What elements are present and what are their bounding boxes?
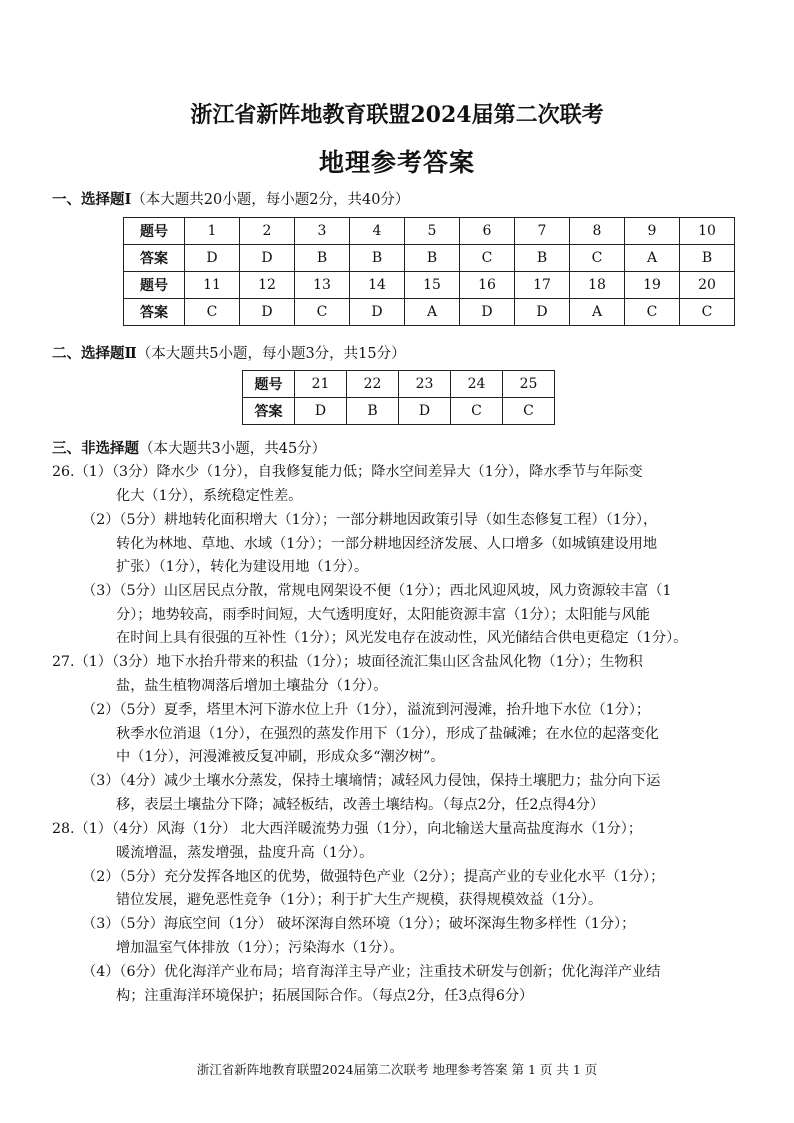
table-row: [243, 371, 555, 398]
question-number: 9: [625, 218, 680, 245]
section3-heading: [52, 437, 326, 458]
question-number: 1: [185, 218, 240, 245]
question-number: 2: [240, 218, 295, 245]
question-number: 18: [570, 272, 625, 299]
answer-cell: C: [451, 398, 503, 425]
answer-line: 28.（1）（4分）风海（1分） 北大西洋暖流势力强（1分），向北输送大量高盐度海水（1分）；: [52, 821, 643, 837]
question-number: 21: [295, 371, 347, 398]
answer-line: 增加温室气体排放（1分）；污染海水（1分）。: [116, 940, 404, 956]
answer-cell: C: [460, 245, 515, 272]
section1-heading: [52, 188, 409, 209]
section3-note: （本大题共3小题，共45分）: [139, 441, 327, 457]
question-number: 13: [295, 272, 350, 299]
section2-note: （本大题共5小题，每小题3分，共15分）: [136, 346, 406, 362]
question-number: 19: [625, 272, 680, 299]
question-number: 25: [503, 371, 555, 398]
question-number: 11: [185, 272, 240, 299]
answer-line: 化大（1分），系统稳定性差。: [116, 488, 303, 504]
answer-line: （3）（5分）海底空间（1分） 破坏深海自然环境（1分）；破坏深海生物多样性（1分）；: [82, 916, 636, 932]
answer-line: （3）（4分）减少土壤水分蒸发，保持土壤墒情；减轻风力侵蚀，保持土壤肥力；盐分向下运: [82, 773, 661, 789]
answer-table-2: [242, 370, 555, 425]
answer-line: 转化为林地、草地、水域（1分）；一部分耕地因经济发展、人口增多（如城镇建设用地: [116, 536, 658, 552]
answer-cell: D: [185, 245, 240, 272]
answer-line: 在时间上具有很强的互补性（1分）；风光发电存在波动性，风光储结合供电更稳定（1分）。: [116, 630, 688, 646]
answer-cell: D: [240, 299, 295, 326]
answer-cell: C: [680, 299, 735, 326]
question-number: 23: [399, 371, 451, 398]
table-row: [124, 272, 735, 299]
answer-cell: A: [405, 299, 460, 326]
question-number: 5: [405, 218, 460, 245]
answer-cell: D: [460, 299, 515, 326]
answer-line: 分）；地势较高，雨季时间短，大气透明度好，太阳能资源丰富（1分）；太阳能与风能: [116, 607, 650, 623]
section2-heading: [52, 342, 406, 363]
answer-line: 中（1分），河漫滩被反复冲刷，形成众多“潮汐树”。: [116, 749, 445, 765]
answer-cell: D: [295, 398, 347, 425]
row-header: 题号: [243, 371, 295, 398]
answer-cell: B: [295, 245, 350, 272]
question-number: 12: [240, 272, 295, 299]
answer-cell: C: [503, 398, 555, 425]
answer-cell: D: [399, 398, 451, 425]
answer-cell: A: [625, 245, 680, 272]
answer-line: 盐，盐生植物凋落后增加土壤盐分（1分）。: [116, 678, 388, 694]
question-number: 6: [460, 218, 515, 245]
answer-line: 错位发展，避免恶性竞争（1分）；利于扩大生产规模，获得规模效益（1分）。: [116, 892, 603, 908]
answer-cell: B: [680, 245, 735, 272]
answer-line: 27.（1）（3分）地下水抬升带来的积盐（1分）；坡面径流汇集山区含盐风化物（1分）；生物积: [52, 654, 643, 670]
answer-line: （4）（6分）优化海洋产业布局；培育海洋主导产业；注重技术研发与创新；优化海洋产业结: [82, 964, 661, 980]
question-number: 16: [460, 272, 515, 299]
question-number: 20: [680, 272, 735, 299]
table-row: [243, 398, 555, 425]
section1-label: 一、选择题Ⅰ: [52, 191, 132, 208]
document-subtitle: 地理参考答案: [318, 148, 475, 177]
answer-cell: B: [405, 245, 460, 272]
question-number: 3: [295, 218, 350, 245]
section1-note: （本大题共20小题，每小题2分，共40分）: [131, 192, 410, 208]
row-header: 答案: [124, 245, 185, 272]
answer-cell: D: [240, 245, 295, 272]
answer-cell: C: [570, 245, 625, 272]
question-number: 7: [515, 218, 570, 245]
answer-line: 26.（1）（3分）降水少（1分），自我修复能力低；降水空间差异大（1分），降水季节与年际变: [52, 464, 643, 480]
answer-cell: D: [350, 299, 405, 326]
question-number: 10: [680, 218, 735, 245]
question-number: 22: [347, 371, 399, 398]
answer-line: 秋季水位消退（1分），在强烈的蒸发作用下（1分），形成了盐碱滩；在水位的起落变化: [116, 726, 659, 742]
question-number: 8: [570, 218, 625, 245]
question-number: 24: [451, 371, 503, 398]
table-row: [124, 245, 735, 272]
answer-line: 暖流增温，蒸发增强，盐度升高（1分）。: [116, 845, 374, 861]
answer-cell: D: [515, 299, 570, 326]
question-number: 4: [350, 218, 405, 245]
page-footer: 浙江省新阵地教育联盟2024届第二次联考 地理参考答案 第 1 页 共 1 页: [196, 1062, 598, 1077]
table-row: [124, 218, 735, 245]
answer-line: 移，表层土壤盐分下降；减轻板结，改善土壤结构。（每点2分，任2点得4分）: [116, 797, 605, 813]
question-number: 15: [405, 272, 460, 299]
answer-cell: A: [570, 299, 625, 326]
answer-cell: C: [295, 299, 350, 326]
question-number: 14: [350, 272, 405, 299]
answer-cell: B: [350, 245, 405, 272]
table-row: [124, 299, 735, 326]
answer-line: （2）（5分）充分发挥各地区的优势，做强特色产业（2分）；提高产业的专业化水平（1分）；: [82, 869, 665, 885]
section3-label: 三、非选择题: [52, 440, 139, 457]
answer-line: （2）（5分）耕地转化面积增大（1分）；一部分耕地因政策引导（如生态修复工程）（1分），: [82, 512, 658, 528]
row-header: 答案: [124, 299, 185, 326]
answer-cell: C: [185, 299, 240, 326]
answer-line: （3）（5分）山区居民点分散，常规电网架设不便（1分）；西北风迎风坡，风力资源较丰富（1: [82, 583, 672, 599]
answer-cell: B: [347, 398, 399, 425]
row-header: 题号: [124, 218, 185, 245]
question-number: 17: [515, 272, 570, 299]
row-header: 答案: [243, 398, 295, 425]
answer-line: 构；注重海洋环境保护；拓展国际合作。（每点2分，任3点得6分）: [116, 988, 534, 1004]
section2-label: 二、选择题Ⅱ: [52, 345, 137, 362]
answer-line: （2）（5分）夏季，塔里木河下游水位上升（1分），溢流到河漫滩，抬升地下水位（1分）；: [82, 702, 651, 718]
row-header: 题号: [124, 272, 185, 299]
answer-cell: B: [515, 245, 570, 272]
answer-line: 扩张）（1分），转化为建设用地（1分）。: [116, 559, 369, 575]
answer-cell: C: [625, 299, 680, 326]
document-title: 浙江省新阵地教育联盟2024届第二次联考: [190, 102, 604, 128]
answer-table-1: [123, 217, 735, 326]
